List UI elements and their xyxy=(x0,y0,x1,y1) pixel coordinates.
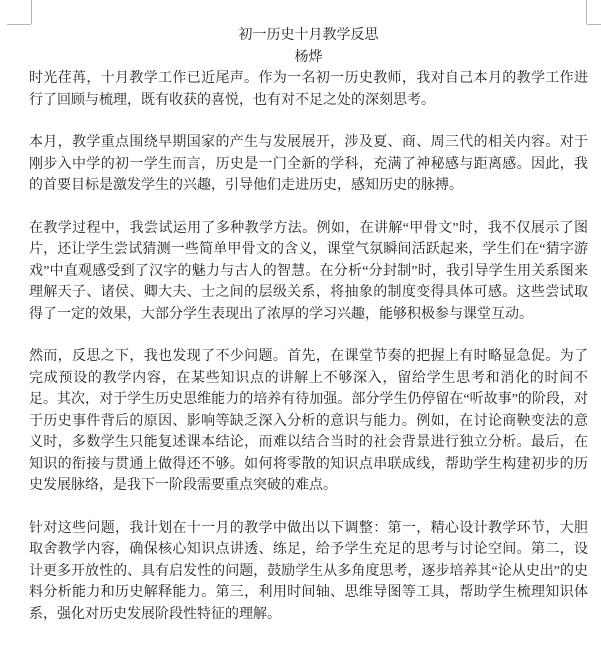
margin-crop-mark-top-left-horizontal xyxy=(7,24,31,25)
paragraph-monthly-focus: 本月，教学重点围绕早期国家的产生与发展展开，涉及夏、商、周三代的相关内容。对于刚步入中学的初一学生而言，历史是一门全新的学科，充满了神秘感与距离感。因此，我的首要目标是激发学生的兴趣，引导他们走进历史，感知历史的脉搏。 xyxy=(29,135,588,193)
margin-crop-mark-top-left-vertical xyxy=(31,0,32,24)
document-content xyxy=(29,25,588,625)
margin-crop-mark-top-right-horizontal xyxy=(587,24,601,25)
paragraph-problems-found: 然而，反思之下，我也发现了不少问题。首先，在课堂节奏的把握上有时略显急促。为了完成预设的教学内容，在某些知识点的讲解上不够深入，留给学生思考和消化的时间不足。其次，对于学生历史思维能力的培养有待加强。部分学生仍停留在“听故事”的阶段，对于历史事件背后的原因、影响等缺乏深入分析的意识与能力。例如，在讨论商鞅变法的意义时，多数学生只能复述课本结论，而难以结合当时的社会背景进行独立分析。最后，在知识的衔接与贯通上做得还不够。如何将零散的知识点串联成线，帮助学生构建初步的历史发展脉络，是我下一阶段需要重点突破的难点。 xyxy=(29,349,588,493)
margin-crop-mark-top-right-vertical xyxy=(586,0,587,24)
paragraph-opening: 时光荏苒，十月教学工作已近尾声。作为一名初一历史教师，我对自己本月的教学工作进行了回顾与梳理，既有收获的喜悦，也有对不足之处的深刻思考。 xyxy=(29,71,588,108)
paragraph-teaching-methods: 在教学过程中，我尝试运用了多种教学方法。例如，在讲解“甲骨文”时，我不仅展示了图片，还让学生尝试猜测一些简单甲骨文的含义，课堂气氛瞬间活跃起来，学生们在“猜字游戏”中直观感受到了汉字的魅力与古人的智慧。在分析“分封制”时，我引导学生用关系图来理解天子、诸侯、卿大夫、士之间的层级关系，将抽象的制度变得具体可感。这些尝试取得了一定的效果，大部分学生表现出了浓厚的学习兴趣，能够积极参与课堂互动。 xyxy=(29,220,588,322)
paragraph-adjustment-plan: 针对这些问题，我计划在十一月的教学中做出以下调整：第一，精心设计教学环节，大胆取舍教学内容，确保核心知识点讲透、练足，给予学生充足的思考与讨论空间。第二，设计更多开放性的、具有启发性的问题，鼓励学生从多角度思考，逐步培养其“论从史出”的史料分析能力和历史解释能力。第三，利用时间轴、思维导图等工具，帮助学生梳理知识体系，强化对历史发展阶段性特征的理解。 xyxy=(29,520,588,622)
document-author: 杨烨 xyxy=(294,49,323,65)
document-title: 初一历史十月教学反思 xyxy=(238,28,379,43)
